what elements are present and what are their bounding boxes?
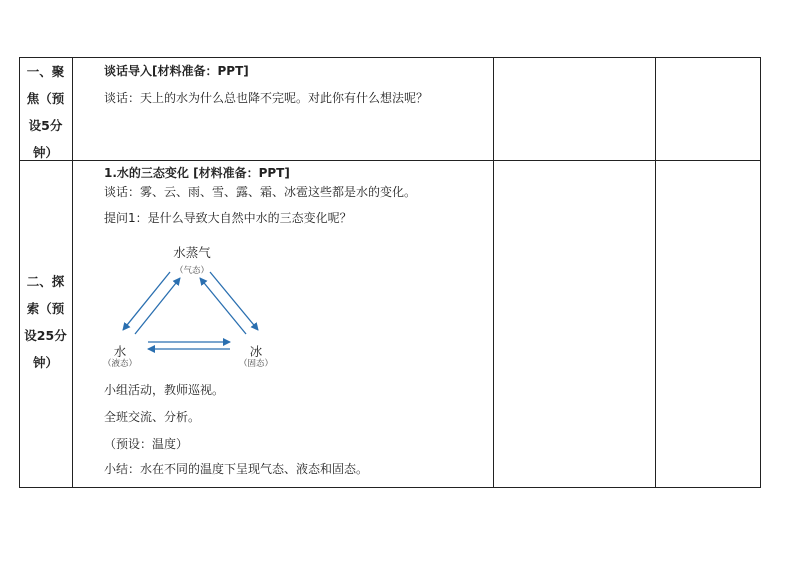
arrow-vapor-to-water <box>123 272 170 330</box>
activity-text: 小组活动，教师巡视。 <box>104 383 225 397</box>
summary-text: 小结：水在不同的温度下呈现气态、液态和固态。 <box>104 462 369 476</box>
transition-arrows <box>100 250 280 370</box>
node-ice-state: （固态） <box>238 359 273 369</box>
node-vapor-state: （气态） <box>174 266 209 276</box>
table-row-divider <box>19 160 760 161</box>
table-border-top <box>19 57 760 58</box>
stage-label-line: 设25分 <box>24 328 67 343</box>
section-heading-three-states: 1.水的三态变化 [材料准备：PPT] <box>104 166 290 180</box>
stage-label-line: 一、聚 <box>26 64 65 79</box>
stage-label-line: 设5分 <box>28 118 63 133</box>
node-water-state: （液态） <box>102 359 137 369</box>
discussion-text: 全班交流、分析。 <box>104 410 201 424</box>
stage-label-line: 索（预 <box>26 301 65 316</box>
node-water-label: 水 <box>113 344 127 359</box>
stage-label-line: 焦（预 <box>26 91 65 106</box>
table-border-right <box>760 57 761 488</box>
intro-talk-text: 谈话：天上的水为什么总也降不完呢。对此你有什么想法呢？ <box>104 91 429 105</box>
talk-text: 谈话：雾、云、雨、雪、露、霜、冰雹这些都是水的变化。 <box>104 185 417 199</box>
stage-label-focus <box>19 58 72 166</box>
stage-label-line: 二、探 <box>26 274 65 289</box>
arrow-vapor-to-ice <box>210 272 258 330</box>
node-vapor-label: 水蒸气 <box>173 245 211 260</box>
stage-label-line: 钟） <box>32 145 58 160</box>
table-col-divider <box>493 57 494 488</box>
question-text: 提问1：是什么导致大自然中水的三态变化呢？ <box>104 211 352 225</box>
section-heading-intro: 谈话导入[材料准备：PPT] <box>104 64 249 78</box>
arrow-ice-to-vapor <box>200 278 246 334</box>
stage-label-line: 钟） <box>32 355 58 370</box>
table-border-bottom <box>19 487 760 488</box>
table-col-divider <box>655 57 656 488</box>
preset-text: （预设：温度） <box>104 437 189 451</box>
stage-label-explore <box>19 268 72 376</box>
node-ice-label: 冰 <box>249 344 263 359</box>
table-col-divider <box>72 57 73 488</box>
